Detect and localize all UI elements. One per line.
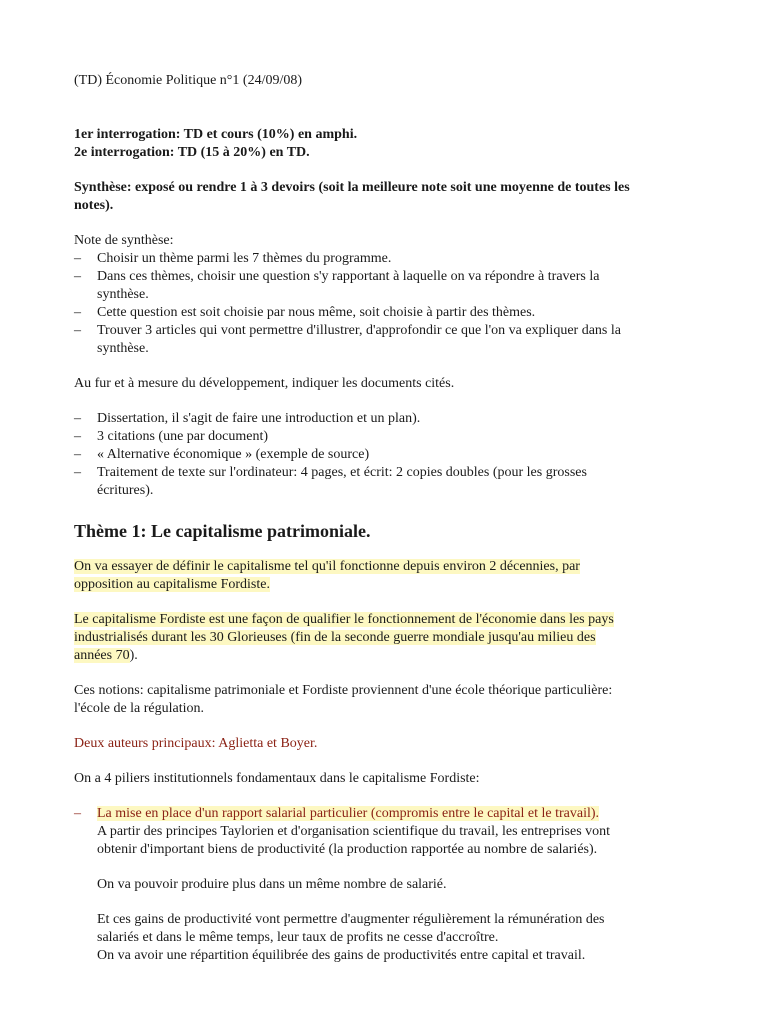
list-item-text: synthèse. — [97, 287, 149, 302]
pilier-title: La mise en place d'un rapport salarial particulier (compromis entre le capital et le travail). — [97, 806, 600, 821]
paragraph-capitalisme — [74, 558, 714, 594]
list-item-text: Dissertation, il s'agit de faire une introduction et un plan). — [97, 411, 421, 426]
list-item-text: Dans ces thèmes, choisir une question s'y rapportant à laquelle on va répondre à travers la — [97, 269, 600, 284]
paragraph-line: obtenir d'important biens de productivité (la production rapportée au nombre de salariés). — [97, 842, 598, 857]
document-page — [74, 72, 714, 965]
authors-line: Deux auteurs principaux: Aglietta et Boyer. — [74, 736, 318, 751]
highlighted-text: Le capitalisme Fordiste est une façon de qualifier le fonctionnement de l'économie dans les pays — [74, 612, 614, 627]
list-item — [74, 410, 714, 428]
list-item-text: Traitement de texte sur l'ordinateur: 4 pages, et écrit: 2 copies doubles (pour les grosses — [97, 465, 587, 480]
dash-bullet: – — [74, 447, 81, 462]
list-item — [74, 250, 714, 268]
paragraph-line: salariés et dans le même temps, leur taux de profits ne cesse d'accroître. — [97, 930, 499, 945]
plain-text: ). — [129, 648, 138, 663]
list-item-text: Cette question est soit choisie par nous même, soit choisie à partir des thèmes. — [97, 305, 536, 320]
list-item — [74, 304, 714, 322]
list-item-text: « Alternative économique » (exemple de source) — [97, 447, 370, 462]
dash-bullet: – — [74, 411, 81, 426]
highlighted-text: industrialisés durant les 30 Glorieuses (fin de la seconde guerre mondiale jusqu'au milieu des — [74, 630, 596, 645]
list-item — [74, 464, 714, 500]
paragraph-fordiste — [74, 611, 714, 665]
dash-bullet: – — [74, 269, 81, 284]
list-item-text: Trouver 3 articles qui vont permettre d'illustrer, d'approfondir ce que l'on va expliquer dans la — [97, 323, 621, 338]
synthese-line: Synthèse: exposé ou rendre 1 à 3 devoirs (soit la meilleure note soit une moyenne de toutes les — [74, 180, 630, 195]
document-header: (TD) Économie Politique n°1 (24/09/08) — [74, 73, 303, 88]
highlighted-text: années 70 — [74, 648, 130, 663]
paragraph-line: l'école de la régulation. — [74, 701, 205, 716]
paragraph-line: On va pouvoir produire plus dans un même nombre de salarié. — [97, 877, 447, 892]
paragraph-line: Ces notions: capitalisme patrimoniale et Fordiste proviennent d'une école théorique particulière: — [74, 683, 613, 698]
note-synthese-list — [74, 250, 714, 358]
synthese-paragraph — [74, 179, 714, 215]
piliers-list — [74, 805, 714, 965]
paragraph-line: A partir des principes Taylorien et d'organisation scientifique du travail, les entreprises vont — [97, 824, 611, 839]
dissertation-list — [74, 410, 714, 500]
list-item — [74, 428, 714, 446]
interrogation-2: 2e interrogation: TD (15 à 20%) en TD. — [74, 145, 310, 160]
list-item — [74, 268, 714, 304]
paragraph-line: Et ces gains de productivité vont permettre d'augmenter régulièrement la rémunération des — [97, 912, 605, 927]
list-item — [74, 446, 714, 464]
note-synthese-title: Note de synthèse: — [74, 233, 174, 248]
list-item-text: synthèse. — [97, 341, 149, 356]
dash-bullet: – — [74, 305, 81, 320]
dash-bullet: – — [74, 465, 81, 480]
dash-bullet: – — [74, 251, 81, 266]
dash-bullet: – — [74, 806, 81, 821]
list-item-text: écritures). — [97, 483, 154, 498]
au-fur-paragraph: Au fur et à mesure du développement, indiquer les documents cités. — [74, 376, 455, 391]
paragraph-notions — [74, 682, 714, 718]
theme-title: Thème 1: Le capitalisme patrimoniale. — [74, 521, 371, 541]
dash-bullet: – — [74, 323, 81, 338]
piliers-intro: On a 4 piliers institutionnels fondamentaux dans le capitalisme Fordiste: — [74, 771, 480, 786]
highlighted-text: On va essayer de définir le capitalisme tel qu'il fonctionne depuis environ 2 décennies, par — [74, 559, 580, 574]
list-item — [74, 805, 714, 965]
list-item-text: 3 citations (une par document) — [97, 429, 269, 444]
synthese-line: notes). — [74, 198, 114, 213]
list-item — [74, 322, 714, 358]
highlighted-text: opposition au capitalisme Fordiste. — [74, 577, 270, 592]
interrogation-1: 1er interrogation: TD et cours (10%) en amphi. — [74, 127, 358, 142]
dash-bullet: – — [74, 429, 81, 444]
list-item-text: Choisir un thème parmi les 7 thèmes du programme. — [97, 251, 392, 266]
paragraph-line: On va avoir une répartition équilibrée des gains de productivités entre capital et travail. — [97, 948, 586, 963]
